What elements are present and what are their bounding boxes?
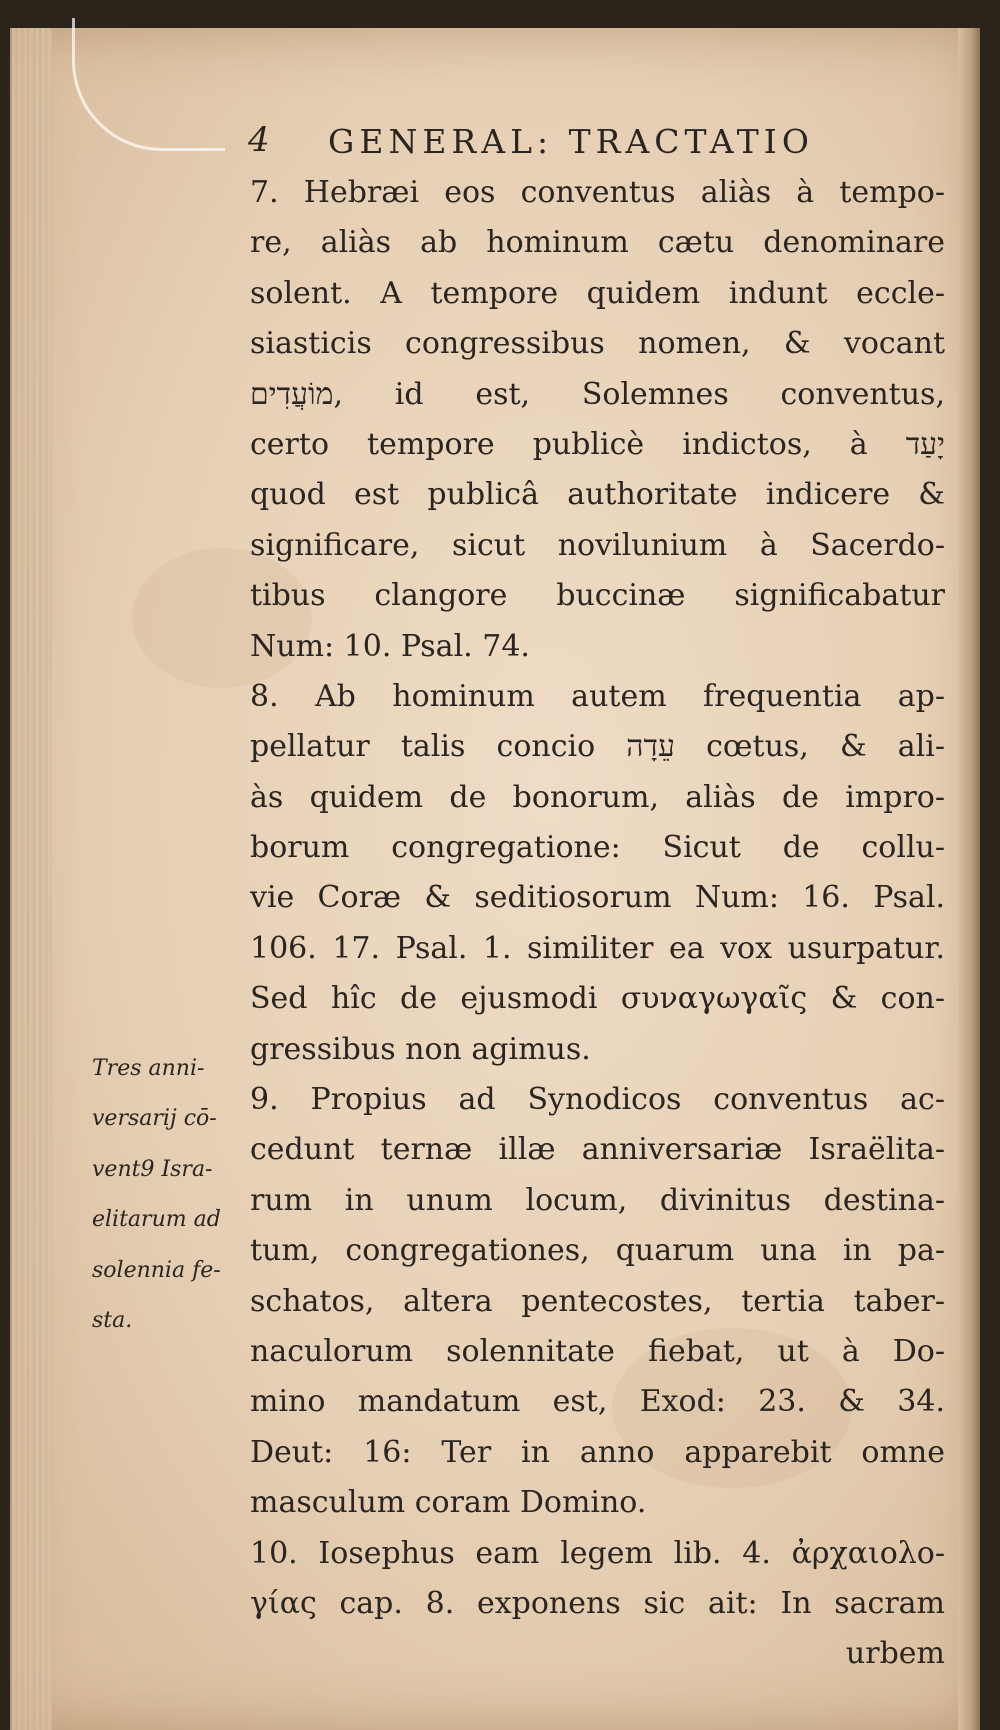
text-line: Sed hîc de ejusmodi συναγωγαῖς & con- (250, 981, 945, 1017)
text-line: schatos, altera pentecostes, tertia taber- (250, 1283, 945, 1319)
margin-line: solennia fe- (92, 1257, 221, 1283)
text-line: 8. Ab hominum autem frequentia ap- (250, 678, 945, 714)
text-line: 10. Iosephus eam legem lib. 4. ἀρχαιολο- (250, 1535, 945, 1571)
text-line: borum congregatione: Sicut de collu- (250, 830, 945, 866)
running-title: GENERAL: TRACTATIO (328, 122, 814, 161)
text-line: re, aliàs ab hominum cætu denominare (250, 225, 945, 261)
page-number: 4 (248, 120, 270, 160)
text-line: siasticis congressibus nomen, & vocant (250, 326, 945, 362)
text-line: rum in unum locum, divinitus destina- (250, 1182, 945, 1218)
text-line: vie Coræ & seditiosorum Num: 16. Psal. (250, 880, 945, 916)
margin-line: vent9 Isra- (92, 1156, 213, 1182)
text-line: naculorum solennitate fiebat, ut à Do- (250, 1333, 945, 1369)
margin-line: versarij cō- (92, 1106, 217, 1132)
text-line: gressibus non agimus. (250, 1031, 591, 1067)
text-line: 7. Hebræi eos conventus aliàs à tempo- (250, 175, 945, 210)
marginal-note (92, 1044, 252, 1346)
text-line: Deut: 16: Ter in anno apparebit omne (250, 1434, 945, 1470)
text-line: γίας cap. 8. exponens sic ait: In sacram (250, 1585, 945, 1621)
text-line: cedunt ternæ illæ anniversariæ Israëlita- (250, 1132, 945, 1168)
running-header (248, 118, 888, 166)
main-text-block (250, 168, 945, 1680)
page-gutter-edge (12, 28, 52, 1730)
text-line: Num: 10. Psal. 74. (250, 628, 530, 664)
page-fore-edge (958, 28, 980, 1730)
margin-line: elitarum ad (92, 1207, 221, 1233)
catchword: urbem (845, 1636, 945, 1672)
paper-clip-mark (72, 18, 225, 151)
text-line: 106. 17. Psal. 1. similiter ea vox usurpatur. (250, 930, 945, 966)
text-line: tibus clangore buccinæ significabatur (250, 578, 945, 614)
text-line: mino mandatum est, Exod: 23. & 34. (250, 1384, 945, 1420)
text-line: pellatur talis concio עֵדָה cœtus, & ali- (250, 729, 945, 765)
text-line: solent. A tempore quidem indunt eccle- (250, 275, 945, 311)
text-line: certo tempore publicè indictos, à יָעַד (250, 426, 945, 462)
margin-line: Tres anni- (92, 1056, 205, 1081)
text-line: masculum coram Domino. (250, 1485, 647, 1521)
text-line: significare, sicut novilunium à Sacerdo- (250, 527, 945, 563)
text-line: às quidem de bonorum, aliàs de impro- (250, 779, 945, 815)
text-line: מוֹעֲדִים, id est, Solemnes conventus, (250, 376, 945, 412)
text-line: tum, congregationes, quarum una in pa- (250, 1233, 945, 1269)
text-line: quod est publicâ authoritate indicere & (250, 477, 945, 513)
margin-line: sta. (92, 1307, 133, 1333)
text-line: 9. Propius ad Synodicos conventus ac- (250, 1082, 945, 1118)
